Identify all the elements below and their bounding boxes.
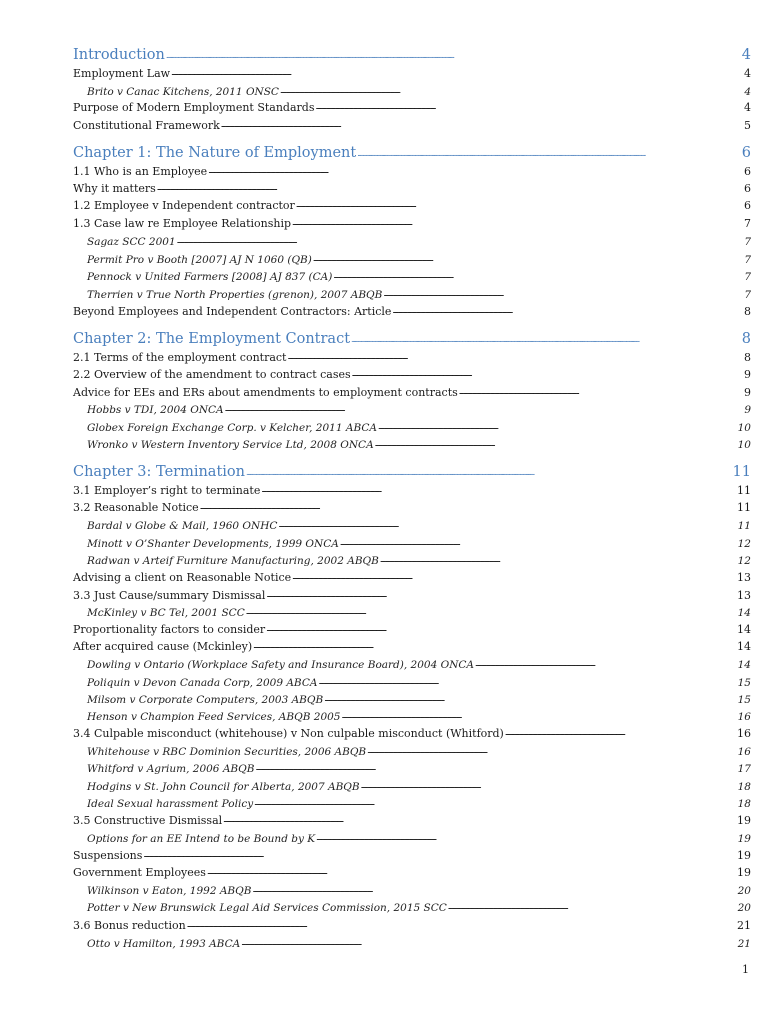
dot-leader xyxy=(380,554,737,564)
toc-entry-title: Potter v New Brunswick Legal Aid Services Commission, 2015 SCC xyxy=(87,902,447,914)
dot-leader xyxy=(378,421,737,431)
toc-entry-title: 3.2 Reasonable Notice xyxy=(73,501,199,514)
toc-entry-title: Globex Foreign Exchange Corp. v Kelcher, 2011 ABCA xyxy=(87,422,377,434)
toc-entry-section[interactable] xyxy=(73,351,751,365)
dot-leader xyxy=(253,640,736,650)
toc-entry-title: 1.3 Case law re Employee Relationship xyxy=(73,217,292,230)
toc-entry-title: Hobbs v TDI, 2004 ONCA xyxy=(87,404,224,416)
toc-entry-page: 14 xyxy=(737,640,751,653)
dot-leader xyxy=(221,119,743,129)
toc-entry-section[interactable] xyxy=(73,501,751,515)
toc-entry-title: Dowling v Ontario (Workplace Safety and Insurance Board), 2004 ONCA xyxy=(87,659,475,671)
toc-entry-case[interactable] xyxy=(73,762,751,776)
dot-leader xyxy=(361,780,737,790)
dot-leader xyxy=(392,305,743,315)
toc-entry-title: 1.1 Who is an Employee xyxy=(73,165,208,178)
toc-entry-page: 4 xyxy=(744,101,751,114)
dot-leader xyxy=(255,762,736,772)
toc-entry-section[interactable] xyxy=(73,217,751,231)
dot-leader xyxy=(315,101,743,111)
toc-entry-page: 7 xyxy=(744,236,751,248)
toc-entry-title: Henson v Champion Feed Services, ABQB 2005 xyxy=(87,711,341,723)
toc-entry-page: 13 xyxy=(737,589,751,602)
dot-leader xyxy=(292,571,736,581)
toc-entry-page: 21 xyxy=(737,938,751,950)
toc-entry-section[interactable] xyxy=(73,919,751,933)
toc-entry-page: 20 xyxy=(737,902,751,914)
toc-entry-page: 11 xyxy=(737,501,751,514)
toc-entry-title: Radwan v Arteif Furniture Manufacturing, 2002 ABQB xyxy=(87,555,379,567)
toc-entry-title: Chapter 1: The Nature of Employment xyxy=(73,145,357,161)
toc-entry-page: 5 xyxy=(744,119,751,132)
dot-leader xyxy=(296,199,743,209)
toc-entry-case[interactable] xyxy=(73,745,751,759)
dot-leader xyxy=(375,438,737,448)
toc-entry-case[interactable] xyxy=(73,235,751,249)
toc-entry-page: 9 xyxy=(744,404,751,416)
dot-leader xyxy=(280,85,743,95)
toc-entry-page: 11 xyxy=(732,464,751,480)
toc-entry-section[interactable] xyxy=(73,386,751,400)
dot-leader xyxy=(278,519,736,529)
toc-entry-page: 9 xyxy=(744,386,751,399)
toc-entry-page: 16 xyxy=(737,711,751,723)
toc-entry-title: Purpose of Modern Employment Standards xyxy=(73,101,315,114)
toc-entry-title: Hodgins v St. John Council for Alberta, 2007 ABQB xyxy=(87,781,360,793)
toc-entry-title: Whitford v Agrium, 2006 ABQB xyxy=(87,763,255,775)
toc-entry-page: 11 xyxy=(737,484,751,497)
toc-entry-page: 10 xyxy=(737,439,751,451)
dot-leader xyxy=(367,745,736,755)
toc-entry-section[interactable] xyxy=(73,305,751,319)
toc-entry-section[interactable] xyxy=(73,199,751,213)
toc-entry-page: 7 xyxy=(744,254,751,266)
toc-entry-case[interactable] xyxy=(73,901,751,915)
toc-entry-page: 4 xyxy=(744,86,751,98)
toc-entry-case[interactable] xyxy=(73,797,751,811)
toc-entry-page: 4 xyxy=(741,47,751,63)
toc-entry-page: 11 xyxy=(737,520,751,532)
toc-entry-title: 2.2 Overview of the amendment to contract cases xyxy=(73,368,351,381)
dot-leader xyxy=(475,658,737,668)
toc-entry-page: 18 xyxy=(737,798,751,810)
toc-entry-page: 13 xyxy=(737,571,751,584)
toc-entry-page: 8 xyxy=(744,305,751,318)
toc-entry-page: 9 xyxy=(744,368,751,381)
dot-leader xyxy=(266,589,736,599)
toc-entry-page: 15 xyxy=(737,677,751,689)
toc-entry-page: 12 xyxy=(737,555,751,567)
dot-leader xyxy=(171,67,743,77)
toc-entry-title: 3.4 Culpable misconduct (whitehouse) v Non culpable misconduct (Whitford) xyxy=(73,727,504,740)
toc-entry-title: Poliquin v Devon Canada Corp, 2009 ABCA xyxy=(87,677,318,689)
toc-entry-title: Ideal Sexual harassment Policy xyxy=(87,798,254,810)
toc-entry-section[interactable] xyxy=(73,571,751,585)
toc-entry-section[interactable] xyxy=(73,182,751,196)
dot-leader xyxy=(313,253,743,263)
toc-entry-section[interactable] xyxy=(73,727,751,741)
toc-entry-title: Proportionality factors to consider xyxy=(73,623,266,636)
toc-entry-title: 3.6 Bonus reduction xyxy=(73,919,186,932)
toc-entry-page: 12 xyxy=(737,538,751,550)
dot-leader xyxy=(316,832,737,842)
dot-leader xyxy=(266,623,736,633)
toc-entry-page: 6 xyxy=(744,165,751,178)
toc-entry-page: 19 xyxy=(737,849,751,862)
toc-entry-page: 8 xyxy=(741,331,751,347)
toc-entry-title: Bardal v Globe & Mail, 1960 ONHC xyxy=(87,520,278,532)
toc-entry-section[interactable] xyxy=(73,101,751,115)
toc-entry-page: 20 xyxy=(737,885,751,897)
toc-entry-page: 16 xyxy=(737,727,751,740)
toc-entry-title: Milsom v Corporate Computers, 2003 ABQB xyxy=(87,694,324,706)
toc-entry-chapter[interactable] xyxy=(73,144,751,162)
toc-entry-case[interactable] xyxy=(73,270,751,284)
dot-leader xyxy=(318,676,736,686)
toc-entry-page: 10 xyxy=(737,422,751,434)
toc-entry-case[interactable] xyxy=(73,537,751,551)
dot-leader xyxy=(207,866,736,876)
toc-entry-case[interactable] xyxy=(73,884,751,898)
toc-entry-page: 18 xyxy=(737,781,751,793)
dot-leader xyxy=(223,814,736,824)
toc-entry-page: 15 xyxy=(737,694,751,706)
dot-leader xyxy=(261,484,736,494)
dot-leader xyxy=(324,693,736,703)
dot-leader xyxy=(166,49,741,59)
toc-entry-case[interactable] xyxy=(73,676,751,690)
toc-entry-section[interactable] xyxy=(73,814,751,828)
dot-leader xyxy=(177,235,744,245)
toc-entry-title: Constitutional Framework xyxy=(73,119,220,132)
toc-entry-title: Permit Pro v Booth [2007] AJ N 1060 (QB) xyxy=(87,254,312,266)
toc-entry-case[interactable] xyxy=(73,693,751,707)
toc-entry-page: 19 xyxy=(737,814,751,827)
toc-entry-section[interactable] xyxy=(73,165,751,179)
toc-entry-page: 6 xyxy=(744,199,751,212)
dot-leader xyxy=(200,501,736,511)
dot-leader xyxy=(246,466,732,476)
dot-leader xyxy=(292,217,743,227)
toc-entry-page: 7 xyxy=(744,217,751,230)
toc-entry-title: Chapter 2: The Employment Contract xyxy=(73,331,351,347)
toc-entry-section[interactable] xyxy=(73,67,751,81)
toc-entry-title: Whitehouse v RBC Dominion Securities, 2006 ABQB xyxy=(87,746,367,758)
dot-leader xyxy=(383,288,743,298)
toc-entry-section[interactable] xyxy=(73,368,751,382)
dot-leader xyxy=(157,182,743,192)
toc-entry-title: Why it matters xyxy=(73,182,156,195)
toc-entry-title: 2.1 Terms of the employment contract xyxy=(73,351,287,364)
toc-entry-title: Beyond Employees and Independent Contractors: Article xyxy=(73,305,392,318)
dot-leader xyxy=(187,919,736,929)
toc-entry-case[interactable] xyxy=(73,658,751,672)
toc-entry-title: Sagaz SCC 2001 xyxy=(87,236,176,248)
dot-leader xyxy=(448,901,737,911)
dot-leader xyxy=(340,537,737,547)
toc-entry-chapter[interactable] xyxy=(73,330,751,348)
dot-leader xyxy=(246,606,737,616)
toc-entry-case[interactable] xyxy=(73,438,751,452)
dot-leader xyxy=(143,849,736,859)
toc-entry-page: 14 xyxy=(737,659,751,671)
toc-entry-title: Options for an EE Intend to be Bound by K xyxy=(87,833,316,845)
toc-entry-page: 8 xyxy=(744,351,751,364)
dot-leader xyxy=(254,797,736,807)
toc-entry-title: Chapter 3: Termination xyxy=(73,464,245,480)
toc-entry-case[interactable] xyxy=(73,554,751,568)
toc-entry-title: Wilkinson v Eaton, 1992 ABQB xyxy=(87,885,252,897)
toc-entry-case[interactable] xyxy=(73,85,751,99)
toc-entry-chapter[interactable] xyxy=(73,463,751,481)
toc-entry-section[interactable] xyxy=(73,623,751,637)
toc-entry-section[interactable] xyxy=(73,866,751,880)
toc-entry-title: Advice for EEs and ERs about amendments to employment contracts xyxy=(73,386,458,399)
toc-entry-case[interactable] xyxy=(73,832,751,846)
toc-entry-case[interactable] xyxy=(73,421,751,435)
toc-entry-page: 19 xyxy=(737,833,751,845)
toc-entry-title: Suspensions xyxy=(73,849,143,862)
toc-entry-page: 7 xyxy=(744,271,751,283)
toc-entry-title: Advising a client on Reasonable Notice xyxy=(73,571,292,584)
toc-entry-page: 6 xyxy=(744,182,751,195)
toc-entry-title: Brito v Canac Kitchens, 2011 ONSC xyxy=(87,86,279,98)
dot-leader xyxy=(208,165,743,175)
toc-entry-case[interactable] xyxy=(73,253,751,267)
toc-entry-title: Pennock v United Farmers [2008] AJ 837 (CA) xyxy=(87,271,333,283)
toc-entry-title: Minott v O’Shanter Developments, 1999 ONCA xyxy=(87,538,339,550)
toc-entry-page: 19 xyxy=(737,866,751,879)
toc-entry-title: Wronko v Western Inventory Service Ltd, 2008 ONCA xyxy=(87,439,374,451)
toc-entry-case[interactable] xyxy=(73,780,751,794)
toc-entry-page: 17 xyxy=(737,763,751,775)
toc-entry-page: 21 xyxy=(737,919,751,932)
toc-entry-case[interactable] xyxy=(73,519,751,533)
toc-entry-title: Government Employees xyxy=(73,866,206,879)
dot-leader xyxy=(351,333,741,343)
dot-leader xyxy=(505,727,736,737)
dot-leader xyxy=(459,386,743,396)
toc-entry-case[interactable] xyxy=(73,937,751,951)
toc-entry-page: 6 xyxy=(741,145,751,161)
toc-entry-title: 3.1 Employer’s right to terminate xyxy=(73,484,261,497)
toc-entry-title: Otto v Hamilton, 1993 ABCA xyxy=(87,938,241,950)
toc-entry-title: Therrien v True North Properties (grenon), 2007 ABQB xyxy=(87,289,383,301)
dot-leader xyxy=(341,710,736,720)
toc-entry-title: 1.2 Employee v Independent contractor xyxy=(73,199,295,212)
toc-entry-title: After acquired cause (Mckinley) xyxy=(73,640,253,653)
toc-entry-case[interactable] xyxy=(73,606,751,620)
toc-entry-page: 4 xyxy=(744,67,751,80)
toc-entry-title: Introduction xyxy=(73,47,165,63)
toc-entry-title: Employment Law xyxy=(73,67,171,80)
toc-entry-page: 16 xyxy=(737,746,751,758)
toc-entry-page: 7 xyxy=(744,289,751,301)
toc-entry-title: 3.5 Constructive Dismissal xyxy=(73,814,223,827)
dot-leader xyxy=(252,884,736,894)
dot-leader xyxy=(352,368,743,378)
dot-leader xyxy=(333,270,743,280)
toc-entry-case[interactable] xyxy=(73,288,751,302)
dot-leader xyxy=(287,351,743,361)
toc-entry-case[interactable] xyxy=(73,710,751,724)
toc-entry-section[interactable] xyxy=(73,640,751,654)
page-number: 1 xyxy=(742,963,749,976)
toc-entry-page: 14 xyxy=(737,623,751,636)
toc-entry-section[interactable] xyxy=(73,484,751,498)
toc-entry-title: McKinley v BC Tel, 2001 SCC xyxy=(87,607,245,619)
toc-entry-section[interactable] xyxy=(73,849,751,863)
toc-entry-section[interactable] xyxy=(73,119,751,133)
dot-leader xyxy=(225,403,744,413)
toc-entry-title: 3.3 Just Cause/summary Dismissal xyxy=(73,589,266,602)
toc-entry-case[interactable] xyxy=(73,403,751,417)
dot-leader xyxy=(241,937,736,947)
toc-entry-chapter[interactable] xyxy=(73,46,751,64)
toc-entry-page: 14 xyxy=(737,607,751,619)
toc-entry-section[interactable] xyxy=(73,589,751,603)
dot-leader xyxy=(357,147,741,157)
